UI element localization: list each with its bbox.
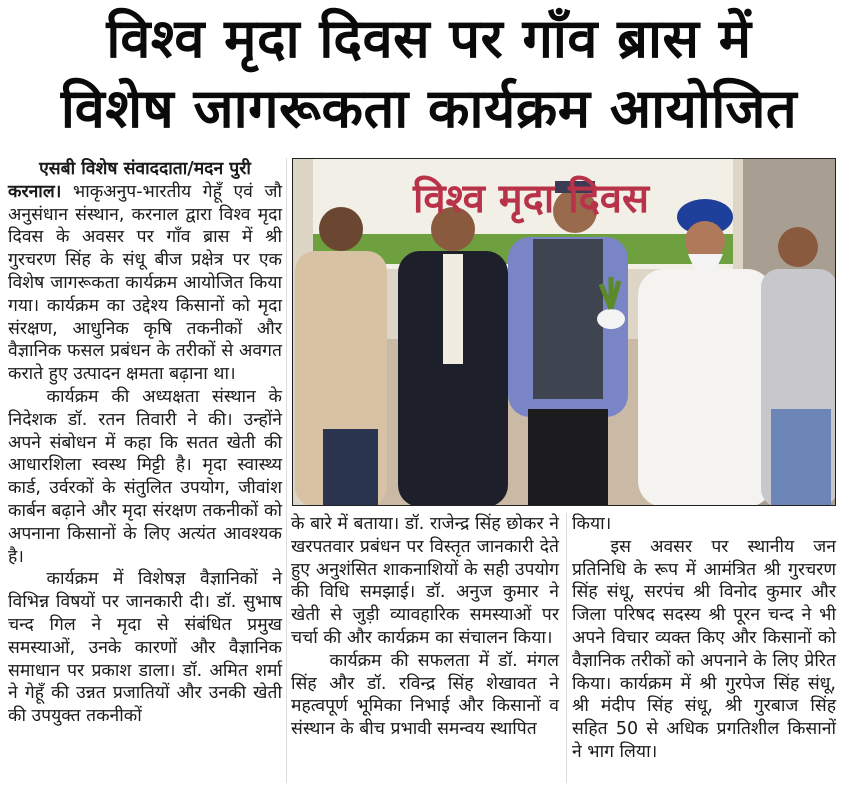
paragraph: किया।: [572, 514, 612, 534]
column-divider: [286, 158, 287, 783]
paragraph: के बारे में बताया। डॉ. राजेन्द्र सिंह छोकर ने खरपतवार प्रबंधन पर विस्तृत जानकारी देते हुए अनुशंसित शाकनाशियों के सही उपयोग की विधि समझाई। डॉ. अनुज कुमार ने खेती से जुड़ी व्यावहारिक समस्याओं पर चर्चा की और कार्यक्रम का संचालन किया।: [291, 514, 559, 648]
paragraph: कार्यक्रम की अध्यक्षता संस्थान के निदेशक डॉ. रतन तिवारी ने की। उन्होंने अपने संबोधन में कहा कि सतत खेती की आधारशिला स्वस्थ मिट्टी है। मृदा स्वास्थ्य कार्ड, उर्वरकों के संतुलित उपयोग, जीवांश कार्बन बढ़ाने और मृदा संरक्षण तकनीकों को अपनाना किसानों के लिए अत्यंत आवश्यक है।: [8, 386, 282, 567]
paragraph-text: भाकृअनुप-भारतीय गेहूँ एवं जौ अनुसंधान संस्थान, करनाल द्वारा विश्व मृदा दिवस के अवसर पर गाँव ब्रास में श्री गुरचरण सिंह के संधू बीज प्रक्षेत्र पर एक विशेष जागरूकता कार्यक्रम आयोजित किया गया। कार्यक्रम का उद्देश्य किसानों को मृदा संरक्षण, आधुनिक कृषि तकनीकों और वैज्ञानिक फसल प्रबंधन के तरीकों से अवगत कराते हुए उत्पादन क्षमता बढ़ाना था।: [8, 181, 282, 385]
column-divider: [566, 513, 567, 783]
article-column-3: [572, 513, 836, 764]
headline-line-1: विश्व मृदा दिवस पर गाँव ब्रास में: [106, 7, 752, 70]
paragraph: कार्यक्रम में विशेषज्ञ वैज्ञानिकों ने विभिन्न विषयों पर जानकारी दी। डॉ. सुभाष चन्द गिल ने मृदा से संबंधित प्रमुख समस्याओं, उनके कारणों और वैज्ञानिक समाधान पर प्रकाश डाला। डॉ. अमित शर्मा ने गेहूँ की उन्नत प्रजातियों और उनकी खेती की उपयुक्त तकनीकों: [8, 569, 282, 727]
byline: एसबी विशेष संवाददाता/मदन पुरी: [39, 159, 251, 179]
article-column-1: [8, 158, 282, 728]
event-photo: [292, 158, 836, 506]
headline-line-2: विशेष जागरूकता कार्यक्रम आयोजित: [60, 77, 798, 140]
article-column-2: [291, 513, 559, 741]
paragraph: कार्यक्रम की सफलता में डॉ. मंगल सिंह और डॉ. रविन्द्र सिंह शेखावत ने महत्वपूर्ण भूमिका निभाई और किसानों व संस्थान के बीच प्रभावी समन्वय स्थापित: [291, 650, 559, 740]
paragraph: [8, 181, 282, 386]
banner-title: विश्व मृदा दिवस: [413, 176, 650, 222]
dateline: करनाल।: [8, 181, 62, 202]
person-2: [398, 207, 508, 506]
paragraph: इस अवसर पर स्थानीय जन प्रतिनिधि के रूप में आमंत्रित श्री गुरचरण सिंह संधू, सरपंच श्री विनोद कुमार और जिला परिषद सदस्य श्री पूरन चन्द ने भी अपने विचार व्यक्त किए और किसानों को वैज्ञानिक तरीकों को अपनाने के लिए प्रेरित किया। कार्यक्रम में श्री गुरपेज सिंह संधू, श्री मंदीप सिंह संधू, श्री गुरबाज सिंह सहित 50 से अधिक प्रगतिशील किसानों ने भाग लिया।: [572, 536, 836, 762]
